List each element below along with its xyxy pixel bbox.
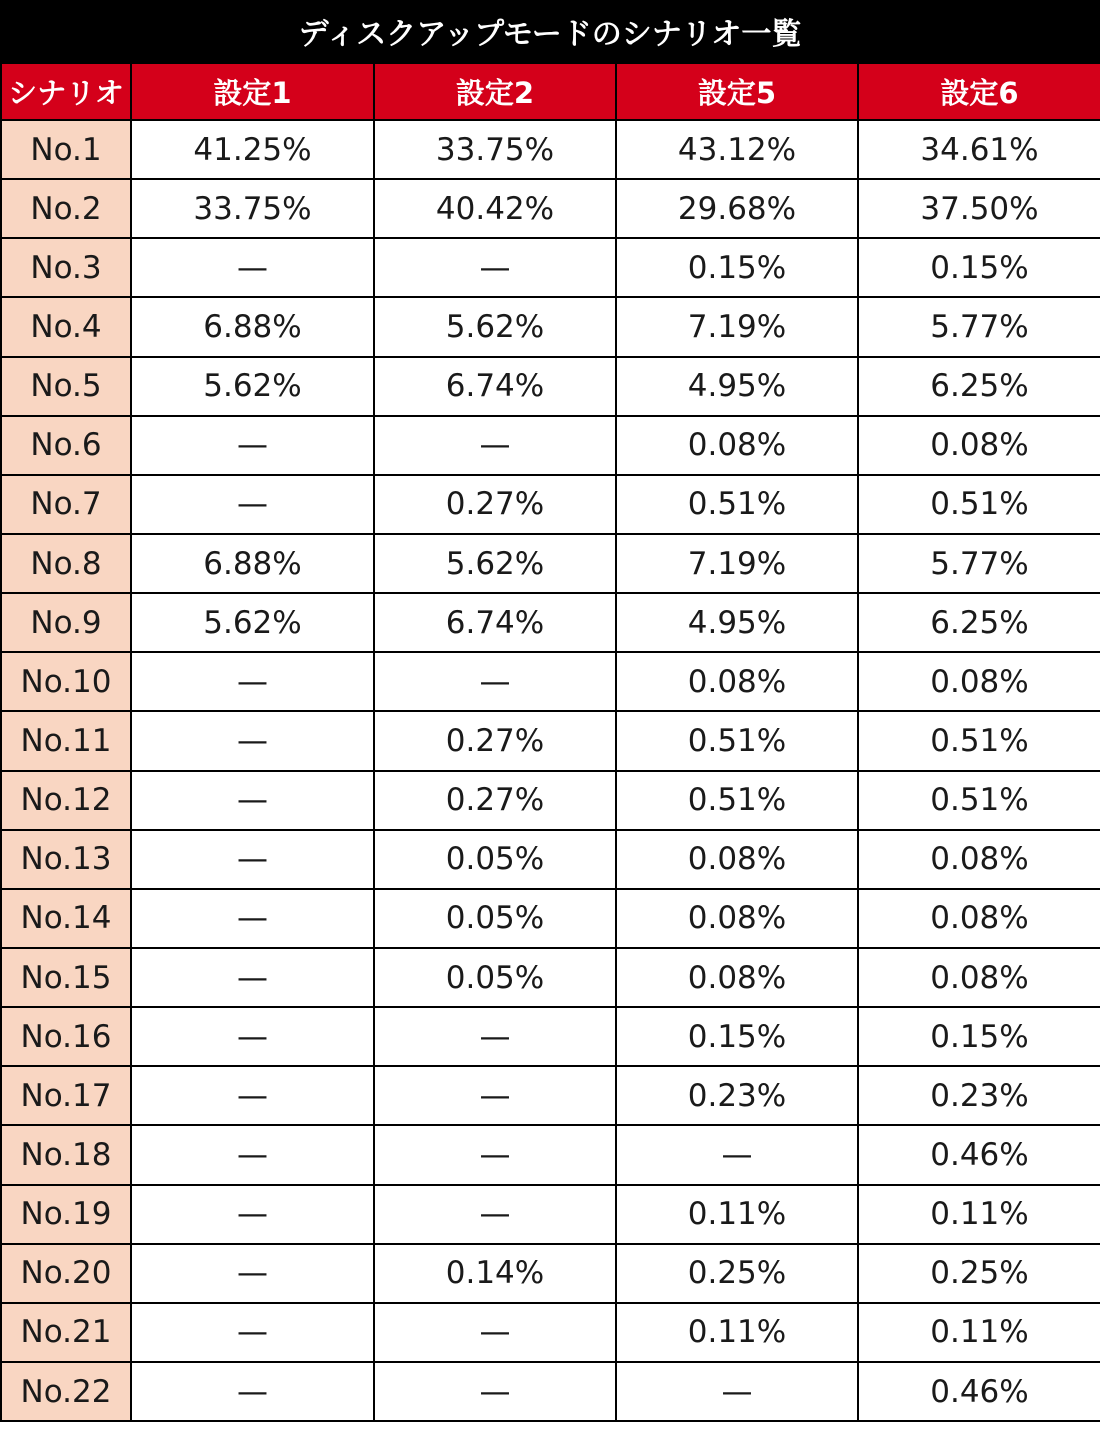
- rate-cell: 0.08%: [858, 830, 1100, 889]
- rate-cell: 0.25%: [858, 1244, 1100, 1303]
- rate-cell: 0.08%: [616, 889, 858, 948]
- rate-cell: 4.95%: [616, 357, 858, 416]
- scenario-cell: No.22: [1, 1362, 131, 1421]
- table-row: [1, 889, 1100, 948]
- table-row: [1, 534, 1100, 593]
- rate-cell: 0.51%: [858, 771, 1100, 830]
- scenario-cell: No.1: [1, 120, 131, 179]
- rate-cell: 0.23%: [858, 1066, 1100, 1125]
- rate-cell: 0.51%: [858, 711, 1100, 770]
- scenario-cell: No.14: [1, 889, 131, 948]
- rate-cell: 6.74%: [374, 593, 616, 652]
- scenario-cell: No.18: [1, 1125, 131, 1184]
- rate-cell: 33.75%: [374, 120, 616, 179]
- rate-cell: 0.27%: [374, 711, 616, 770]
- rate-cell: 43.12%: [616, 120, 858, 179]
- table-row: [1, 238, 1100, 297]
- rate-cell: 0.05%: [374, 889, 616, 948]
- scenario-cell: No.7: [1, 475, 131, 534]
- scenario-cell: No.8: [1, 534, 131, 593]
- scenario-cell: No.3: [1, 238, 131, 297]
- table-title: ディスクアップモードのシナリオ一覧: [0, 0, 1100, 62]
- rate-cell: —: [131, 771, 374, 830]
- table-row: [1, 652, 1100, 711]
- rate-cell: 5.77%: [858, 297, 1100, 356]
- rate-cell: 0.46%: [858, 1362, 1100, 1421]
- rate-cell: 0.46%: [858, 1125, 1100, 1184]
- rate-cell: —: [131, 830, 374, 889]
- rate-cell: —: [131, 1007, 374, 1066]
- rate-cell: —: [131, 416, 374, 475]
- rate-cell: —: [131, 238, 374, 297]
- scenario-cell: No.21: [1, 1303, 131, 1362]
- table-row: [1, 830, 1100, 889]
- table-row: [1, 416, 1100, 475]
- rate-cell: 0.15%: [616, 1007, 858, 1066]
- table-row: [1, 120, 1100, 179]
- rate-cell: 0.15%: [858, 1007, 1100, 1066]
- rate-cell: —: [374, 1125, 616, 1184]
- scenario-cell: No.4: [1, 297, 131, 356]
- rate-cell: 6.25%: [858, 593, 1100, 652]
- rate-cell: —: [131, 652, 374, 711]
- table-row: [1, 1066, 1100, 1125]
- scenario-cell: No.11: [1, 711, 131, 770]
- rate-cell: —: [131, 475, 374, 534]
- rate-cell: 0.11%: [858, 1303, 1100, 1362]
- rate-cell: 0.08%: [858, 652, 1100, 711]
- rate-cell: 6.88%: [131, 297, 374, 356]
- scenario-cell: No.5: [1, 357, 131, 416]
- table-row: [1, 1244, 1100, 1303]
- table-row: [1, 1303, 1100, 1362]
- rate-cell: 0.05%: [374, 830, 616, 889]
- rate-cell: 0.51%: [858, 475, 1100, 534]
- rate-cell: —: [131, 889, 374, 948]
- rate-cell: 0.08%: [616, 948, 858, 1007]
- rate-cell: 4.95%: [616, 593, 858, 652]
- rate-cell: —: [374, 1066, 616, 1125]
- rate-cell: 6.74%: [374, 357, 616, 416]
- rate-cell: 0.11%: [858, 1185, 1100, 1244]
- rate-cell: 6.88%: [131, 534, 374, 593]
- scenario-cell: No.15: [1, 948, 131, 1007]
- rate-cell: 0.08%: [858, 948, 1100, 1007]
- table-row: [1, 593, 1100, 652]
- rate-cell: 0.25%: [616, 1244, 858, 1303]
- rate-cell: 0.27%: [374, 771, 616, 830]
- rate-cell: 0.51%: [616, 711, 858, 770]
- scenario-cell: No.19: [1, 1185, 131, 1244]
- rate-cell: 0.15%: [616, 238, 858, 297]
- rate-cell: 0.23%: [616, 1066, 858, 1125]
- rate-cell: 0.08%: [858, 416, 1100, 475]
- scenario-cell: No.12: [1, 771, 131, 830]
- scenario-cell: No.9: [1, 593, 131, 652]
- header-setting-3: 設定5: [616, 63, 858, 120]
- rate-cell: —: [616, 1362, 858, 1421]
- rate-cell: 0.11%: [616, 1185, 858, 1244]
- rate-cell: 29.68%: [616, 179, 858, 238]
- rate-cell: —: [131, 1362, 374, 1421]
- rate-cell: 7.19%: [616, 534, 858, 593]
- rate-cell: 0.15%: [858, 238, 1100, 297]
- rate-cell: —: [131, 1066, 374, 1125]
- rate-cell: —: [616, 1125, 858, 1184]
- table-header: [1, 63, 1100, 120]
- rate-cell: 0.51%: [616, 475, 858, 534]
- table-body: [1, 120, 1100, 1421]
- header-setting-2: 設定2: [374, 63, 616, 120]
- rate-cell: 0.08%: [616, 416, 858, 475]
- header-scenario: シナリオ: [1, 63, 131, 120]
- rate-cell: 5.62%: [131, 357, 374, 416]
- rate-cell: 0.05%: [374, 948, 616, 1007]
- rate-cell: 0.08%: [858, 889, 1100, 948]
- table-row: [1, 357, 1100, 416]
- rate-cell: 40.42%: [374, 179, 616, 238]
- rate-cell: —: [374, 238, 616, 297]
- header-setting-1: 設定1: [131, 63, 374, 120]
- rate-cell: 0.08%: [616, 652, 858, 711]
- scenario-table: [0, 62, 1100, 1422]
- rate-cell: —: [374, 1303, 616, 1362]
- rate-cell: 0.51%: [616, 771, 858, 830]
- table-row: [1, 1007, 1100, 1066]
- rate-cell: —: [374, 652, 616, 711]
- rate-cell: 5.62%: [374, 297, 616, 356]
- scenario-cell: No.20: [1, 1244, 131, 1303]
- table-row: [1, 179, 1100, 238]
- rate-cell: 33.75%: [131, 179, 374, 238]
- rate-cell: —: [374, 1185, 616, 1244]
- table-row: [1, 1125, 1100, 1184]
- table-row: [1, 1362, 1100, 1421]
- rate-cell: —: [374, 416, 616, 475]
- rate-cell: 37.50%: [858, 179, 1100, 238]
- table-row: [1, 297, 1100, 356]
- rate-cell: 5.77%: [858, 534, 1100, 593]
- table-row: [1, 771, 1100, 830]
- table-row: [1, 711, 1100, 770]
- rate-cell: 0.08%: [616, 830, 858, 889]
- rate-cell: 6.25%: [858, 357, 1100, 416]
- header-setting-4: 設定6: [858, 63, 1100, 120]
- rate-cell: 41.25%: [131, 120, 374, 179]
- header-row: [1, 63, 1100, 120]
- rate-cell: 0.27%: [374, 475, 616, 534]
- rate-cell: —: [131, 711, 374, 770]
- rate-cell: —: [374, 1362, 616, 1421]
- table-row: [1, 1185, 1100, 1244]
- scenario-cell: No.13: [1, 830, 131, 889]
- rate-cell: 0.11%: [616, 1303, 858, 1362]
- rate-cell: —: [374, 1007, 616, 1066]
- rate-cell: 5.62%: [131, 593, 374, 652]
- scenario-cell: No.10: [1, 652, 131, 711]
- rate-cell: 0.14%: [374, 1244, 616, 1303]
- rate-cell: —: [131, 1244, 374, 1303]
- scenario-cell: No.6: [1, 416, 131, 475]
- scenario-cell: No.17: [1, 1066, 131, 1125]
- scenario-cell: No.16: [1, 1007, 131, 1066]
- rate-cell: —: [131, 1125, 374, 1184]
- rate-cell: 5.62%: [374, 534, 616, 593]
- rate-cell: —: [131, 948, 374, 1007]
- rate-cell: 7.19%: [616, 297, 858, 356]
- rate-cell: 34.61%: [858, 120, 1100, 179]
- table-row: [1, 475, 1100, 534]
- rate-cell: —: [131, 1303, 374, 1362]
- rate-cell: —: [131, 1185, 374, 1244]
- table-row: [1, 948, 1100, 1007]
- scenario-cell: No.2: [1, 179, 131, 238]
